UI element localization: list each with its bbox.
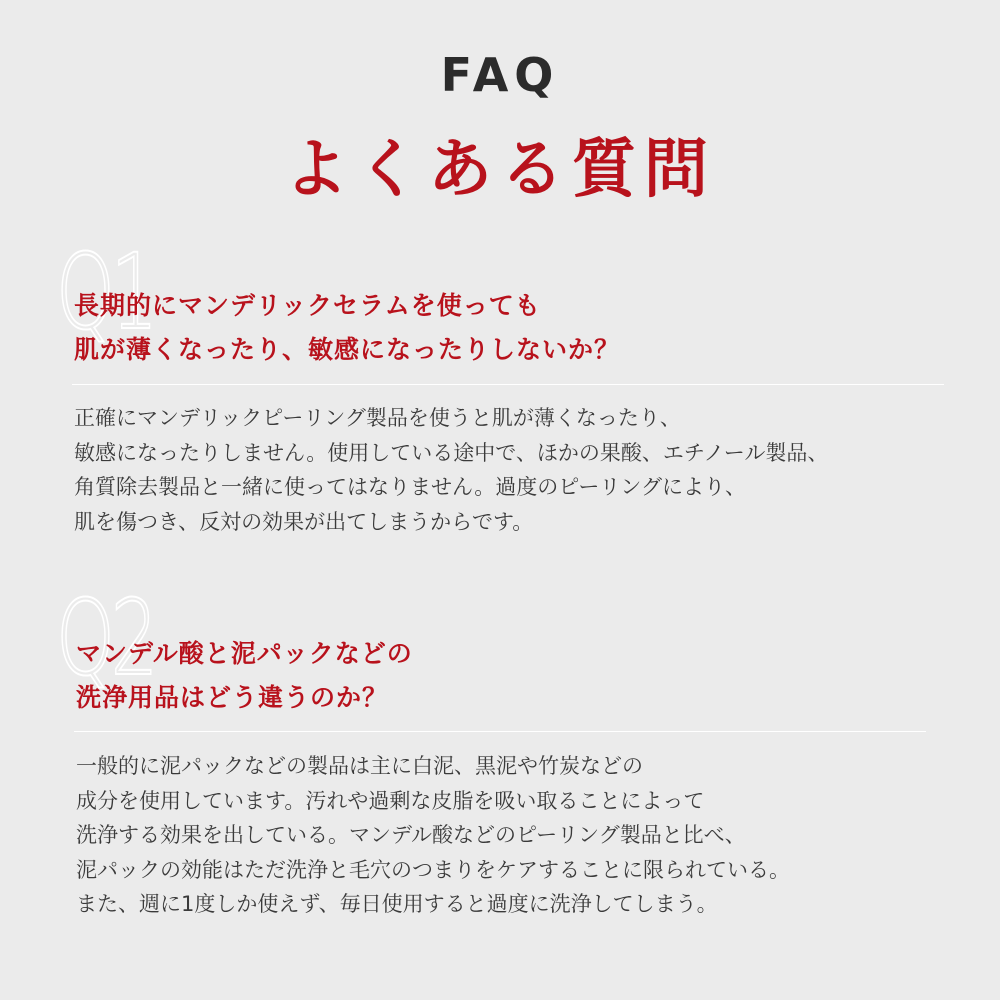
answer-2-line: 一般的に泥パックなどの製品は主に白泥、黒泥や竹炭などの (76, 754, 643, 778)
question-1 (74, 284, 620, 372)
answer-1-line: 敏感になったりしません。使用している途中で、ほかの果酸、エチノール製品、 (74, 440, 829, 465)
page-title-en: FAQ (440, 48, 560, 102)
question-2-line: マンデル酸と泥パックなどの (76, 639, 413, 668)
answer-2 (76, 749, 790, 922)
divider (74, 731, 926, 732)
question-1-line: 長期的にマンデリックセラムを使っても (74, 291, 541, 320)
question-2-line: 洗浄用品はどう違うのか？ (76, 683, 389, 712)
answer-1-line: 肌を傷つき、反対の効果が出てしまうからです。 (74, 509, 534, 534)
question-number-q1: Q1 (56, 231, 154, 353)
answer-2-line: 泥パックの効能はただ洗浄と毛穴のつまりをケアすることに限られている。 (76, 857, 790, 882)
answer-2-line: また、週に1度しか使えず、毎日使用すると過度に洗浄してしまう。 (76, 892, 718, 916)
question-1-line: 肌が薄くなったり、敏感になったりしないか？ (74, 335, 621, 364)
answer-2-line: 洗浄する効果を出している。マンデル酸などのピーリング製品と比べ、 (76, 823, 746, 847)
divider (72, 384, 944, 385)
answer-2-line: 成分を使用しています。汚れや過剰な皮脂を吸い取ることによって (76, 788, 705, 813)
answer-1 (74, 401, 828, 539)
answer-1-line: 正確にマンデリックピーリング製品を使うと肌が薄くなったり、 (74, 406, 681, 430)
page-title-ja: よくある質問 (284, 133, 716, 207)
question-2 (76, 632, 413, 720)
answer-1-line: 角質除去製品と一緒に使ってはなりません。過度のピーリングにより、 (74, 475, 746, 499)
question-number-q2: Q2 (56, 577, 154, 699)
